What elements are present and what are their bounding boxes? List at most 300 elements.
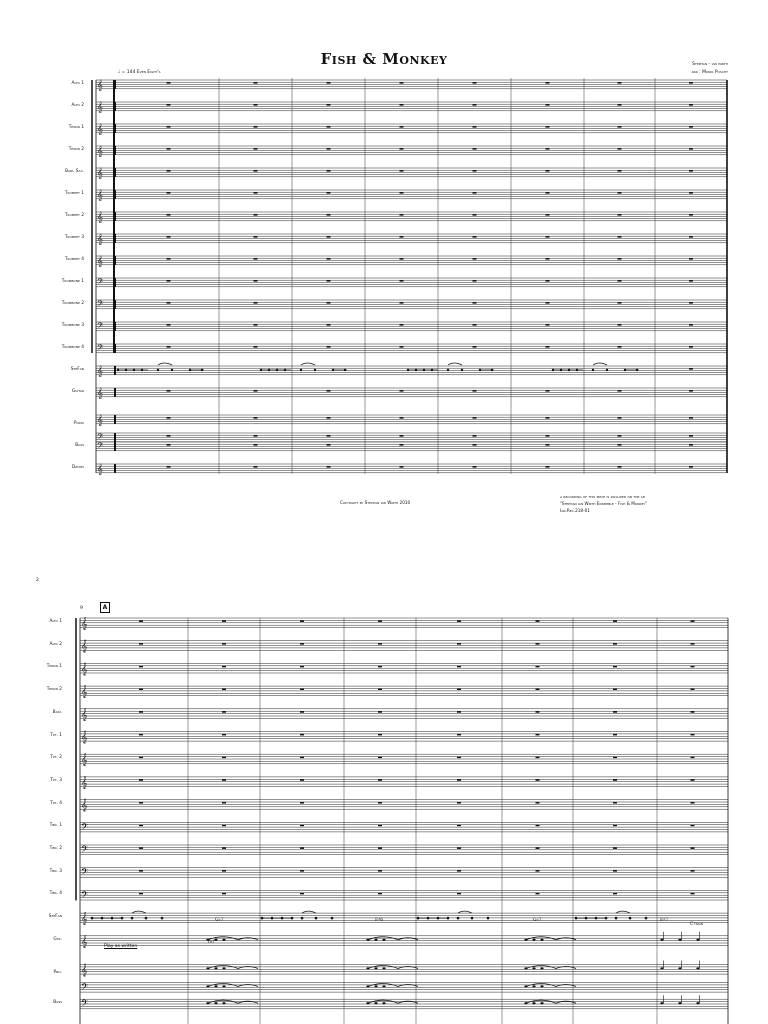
p1-rest: [689, 82, 693, 83]
p1-clef-icon: 𝄞: [97, 388, 103, 399]
p2-note: [111, 917, 114, 920]
p1-rest: [327, 236, 331, 237]
p2-rest: [378, 643, 382, 645]
p2-clef-icon: 𝄞: [81, 934, 88, 948]
p2-clef-icon: 𝄢: [81, 981, 89, 995]
p2-rest: [691, 734, 695, 736]
p1-rest: [400, 126, 404, 127]
p1-note: [189, 369, 191, 371]
p2-instrument-label: Tbn. 1: [49, 823, 62, 829]
p1-time-signature: [114, 464, 116, 473]
p2-rest: [139, 893, 143, 895]
p2-note: [315, 917, 318, 920]
p2-rest: [536, 689, 540, 691]
p1-instrument-label: Trombone 1: [61, 279, 84, 284]
p1-note: [576, 369, 578, 371]
p2-note: [222, 1002, 225, 1004]
p2-rest: [613, 802, 617, 804]
p1-instrument-label: SteFan: [70, 367, 84, 372]
p1-rest: [546, 170, 550, 171]
p2-note: [585, 917, 588, 920]
p1-rest: [254, 444, 258, 445]
p1-rest: [400, 236, 404, 237]
p1-rest: [689, 148, 693, 149]
p2-rest: [613, 825, 617, 827]
p2-rest: [222, 779, 226, 781]
p2-rest: [378, 847, 382, 849]
p1-rest: [400, 346, 404, 347]
p1-rest: [473, 126, 477, 127]
p2-rest: [300, 711, 304, 713]
p2-note: [532, 939, 535, 941]
p2-rest: [139, 666, 143, 668]
p1-note: [552, 369, 554, 371]
p1-note: [276, 369, 278, 371]
p2-rest: [139, 689, 143, 691]
p1-rest: [546, 104, 550, 105]
p2-note: [206, 985, 209, 987]
p1-clef-icon: 𝄞: [97, 168, 103, 179]
p1-rest: [254, 214, 258, 215]
p2-rest: [378, 620, 382, 622]
p2-note: [271, 917, 274, 920]
p1-clef-icon: 𝄞: [97, 256, 103, 267]
p1-rest: [400, 258, 404, 259]
p1-rest: [618, 390, 622, 391]
p2-rest: [139, 757, 143, 759]
p2-note: [382, 985, 385, 987]
p1-time-signature: [114, 388, 116, 397]
p2-note: [524, 1002, 527, 1004]
p1-melody-figure: [553, 363, 639, 370]
p1-rest: [400, 444, 404, 445]
p2-rest: [536, 870, 540, 872]
p2-note: [374, 985, 377, 987]
p2-rest: [457, 757, 461, 759]
p1-rest: [689, 126, 693, 127]
p1-note: [491, 369, 493, 371]
chord-symbol-1: G♭7: [215, 918, 224, 923]
p2-note: [696, 967, 699, 969]
p1-instrument-label: Trumpet 1: [64, 191, 84, 196]
p2-note: [678, 939, 681, 941]
p2-note: [540, 985, 543, 987]
p1-note: [201, 369, 203, 371]
p2-rest: [222, 734, 226, 736]
p2-instrument-label: Tpt. 3: [50, 777, 62, 783]
p2-note: [214, 1002, 217, 1004]
p2-rest: [139, 779, 143, 781]
p1-rest: [473, 148, 477, 149]
p2-rest: [613, 870, 617, 872]
p2-rest: [300, 666, 304, 668]
p2-rest: [139, 711, 143, 713]
p1-rest: [327, 324, 331, 325]
p2-note: [382, 967, 385, 969]
p2-rest: [691, 847, 695, 849]
recording-note-line2: "Stephan ian Wirth Ensemble - Fish & Monkey": [560, 501, 648, 506]
p1-instrument-label: Trombone 2: [61, 301, 84, 306]
p1-rest: [167, 466, 171, 467]
p2-rest: [222, 711, 226, 713]
p1-rest: [618, 82, 622, 83]
p2-clef-icon: 𝄞: [81, 707, 88, 721]
dynamic-marking: mf: [208, 940, 214, 945]
p1-rest: [167, 126, 171, 127]
p2-rest: [222, 870, 226, 872]
p2-melody-figure: [576, 911, 630, 918]
p2-note: [645, 917, 648, 920]
p1-rest: [167, 170, 171, 171]
p1-rest: [546, 346, 550, 347]
p1-note: [592, 369, 594, 371]
p2-rest: [139, 802, 143, 804]
p1-rest: [254, 302, 258, 303]
p1-clef-icon: 𝄢: [97, 300, 104, 311]
p2-rest: [536, 847, 540, 849]
p1-note: [606, 369, 608, 371]
p1-note: [141, 369, 143, 371]
p1-instrument-label: Bass: [75, 443, 84, 448]
p2-rest: [300, 802, 304, 804]
p1-rest: [618, 258, 622, 259]
p2-instrument-label: Tpt. 1: [50, 732, 62, 738]
p2-note: [487, 917, 490, 920]
p1-rest: [546, 444, 550, 445]
p1-clef-icon: 𝄞: [97, 464, 103, 475]
p1-rest: [473, 192, 477, 193]
p1-instrument-label: Trombone 3: [61, 323, 84, 328]
p1-instrument-label: Drums: [71, 465, 84, 470]
p2-rest: [378, 734, 382, 736]
p2-note: [214, 985, 217, 987]
p2-note: [161, 917, 164, 920]
p1-note: [479, 369, 481, 371]
p2-note: [374, 1002, 377, 1004]
p2-rest: [613, 757, 617, 759]
p1-rest: [473, 302, 477, 303]
p1-melody-figure: [261, 363, 347, 370]
p1-rest: [689, 435, 693, 436]
recording-note-line3: Ian.Rec.218-01: [560, 508, 590, 513]
p2-clef-icon: 𝄢: [81, 821, 89, 835]
p2-rest: [457, 825, 461, 827]
p1-rest: [473, 170, 477, 171]
p1-rest: [473, 444, 477, 445]
p2-rest: [691, 825, 695, 827]
p2-note: [101, 917, 104, 920]
p1-rest: [327, 214, 331, 215]
p1-rest: [473, 104, 477, 105]
p2-instrument-label: Tbn. 4: [49, 891, 62, 897]
p1-note: [461, 369, 463, 371]
p1-rest: [546, 466, 550, 467]
p2-clef-icon: 𝄢: [81, 998, 89, 1012]
p2-note: [374, 939, 377, 941]
p2-rest: [222, 643, 226, 645]
p1-rest: [327, 104, 331, 105]
p2-rest: [457, 802, 461, 804]
p2-note: [540, 967, 543, 969]
p1-note: [568, 369, 570, 371]
p1-clef-icon: 𝄢: [97, 278, 104, 289]
p2-instrument-label: Tenor 1: [46, 664, 62, 670]
arranger-credit: arr : Monik Poscht: [691, 70, 728, 75]
p1-clef-icon: 𝄢: [97, 433, 104, 444]
p1-rest: [254, 236, 258, 237]
p2-clef-icon: 𝄞: [81, 798, 88, 812]
p2-clef-icon: 𝄞: [81, 775, 88, 789]
p2-rest: [139, 620, 143, 622]
p1-rest: [546, 148, 550, 149]
p2-note: [427, 917, 430, 920]
p1-rest: [254, 82, 258, 83]
p2-note: [366, 939, 369, 941]
p1-clef-icon: 𝄞: [97, 102, 103, 113]
p2-rest: [457, 711, 461, 713]
p2-note: [660, 967, 663, 969]
p1-rest: [327, 444, 331, 445]
p2-note: [121, 917, 124, 920]
p2-instrument-label: Tpt. 4: [50, 800, 62, 806]
p1-start-repeat: [113, 80, 115, 353]
p2-rest: [139, 643, 143, 645]
p1-rest: [254, 324, 258, 325]
p2-note: [595, 917, 598, 920]
p1-rest: [473, 214, 477, 215]
p2-rest: [457, 779, 461, 781]
p1-rest: [400, 435, 404, 436]
p2-rest: [378, 779, 382, 781]
p2-rest: [457, 734, 461, 736]
p1-rest: [254, 148, 258, 149]
p2-rest: [613, 779, 617, 781]
p1-rest: [473, 82, 477, 83]
p1-note: [314, 369, 316, 371]
composer-credit: Stephan - ian wirth: [692, 62, 728, 67]
p2-rest: [691, 666, 695, 668]
p2-rest: [378, 689, 382, 691]
p1-rest: [400, 192, 404, 193]
p1-rest: [618, 104, 622, 105]
p1-rest: [473, 236, 477, 237]
p2-rest: [222, 689, 226, 691]
play-as-written-instruction: Play as written: [104, 944, 138, 949]
p2-note: [457, 917, 460, 920]
p1-melody-figure: [118, 363, 204, 370]
p1-rest: [400, 214, 404, 215]
p1-note: [415, 369, 417, 371]
p1-rest: [473, 346, 477, 347]
p2-rest: [457, 666, 461, 668]
p1-rest: [689, 236, 693, 237]
p2-note: [696, 939, 699, 941]
p2-note: [131, 917, 134, 920]
p1-rest: [618, 236, 622, 237]
p2-rest: [222, 666, 226, 668]
p1-rest: [167, 82, 171, 83]
p1-rest: [167, 444, 171, 445]
p2-clef-icon: 𝄞: [81, 963, 88, 977]
p2-note: [615, 917, 618, 920]
p1-rest: [546, 192, 550, 193]
p2-rest: [300, 757, 304, 759]
p2-rest: [613, 711, 617, 713]
p1-rest: [618, 435, 622, 436]
measure-number: 9: [80, 606, 83, 611]
p2-rest: [691, 620, 695, 622]
p1-instrument-label: Trumpet 4: [64, 257, 84, 262]
p2-rest: [457, 689, 461, 691]
p2-rest: [613, 734, 617, 736]
p1-rest: [254, 417, 258, 418]
p1-rest: [689, 258, 693, 259]
p1-note: [332, 369, 334, 371]
p1-clef-icon: 𝄢: [97, 344, 104, 355]
p2-rest: [691, 870, 695, 872]
p2-note: [532, 985, 535, 987]
p2-note: [206, 967, 209, 969]
p2-note: [660, 939, 663, 941]
p1-rest: [689, 346, 693, 347]
p2-note: [91, 917, 94, 920]
p1-rest: [618, 170, 622, 171]
p2-note: [524, 985, 527, 987]
p1-note: [560, 369, 562, 371]
p2-rest: [139, 825, 143, 827]
p2-rest: [222, 893, 226, 895]
p2-rest: [691, 643, 695, 645]
p1-rest: [327, 82, 331, 83]
p2-rest: [613, 893, 617, 895]
p1-rest: [473, 258, 477, 259]
p2-note: [660, 1002, 663, 1004]
p1-rest: [254, 258, 258, 259]
chord-symbol-4: F♯7: [660, 918, 669, 923]
p1-note: [407, 369, 409, 371]
p2-note: [696, 1002, 699, 1004]
p1-rest: [400, 148, 404, 149]
p2-rest: [536, 757, 540, 759]
p2-note: [366, 1002, 369, 1004]
p2-rest: [222, 757, 226, 759]
chord-symbol-3: G♭7: [533, 918, 542, 923]
p2-rest: [536, 666, 540, 668]
p2-rest: [222, 620, 226, 622]
p2-rest: [300, 847, 304, 849]
p1-clef-icon: 𝄞: [97, 190, 103, 201]
p1-rest: [618, 417, 622, 418]
p2-note: [366, 985, 369, 987]
p2-instrument-label: Alto 2: [49, 641, 62, 647]
p1-rest: [689, 214, 693, 215]
p1-clef-icon: 𝄞: [97, 146, 103, 157]
p1-rest: [254, 104, 258, 105]
p1-note: [125, 369, 127, 371]
p1-rest: [618, 214, 622, 215]
p1-note: [300, 369, 302, 371]
p1-instrument-label: Bari. Sax.: [65, 169, 84, 174]
p1-rest: [400, 466, 404, 467]
p2-note: [678, 967, 681, 969]
p2-rest: [691, 893, 695, 895]
p1-rest: [167, 148, 171, 149]
p2-rest: [691, 757, 695, 759]
p1-rest: [167, 435, 171, 436]
p2-note: [301, 917, 304, 920]
p1-melody-figure: [408, 363, 494, 370]
p2-instrument-label: Tbn. 2: [49, 846, 62, 851]
p2-rest: [691, 779, 695, 781]
p2-note: [145, 917, 148, 920]
p1-note: [624, 369, 626, 371]
p1-time-signature: [114, 442, 116, 451]
p1-rest: [546, 280, 550, 281]
p2-instrument-label: Bass: [53, 1000, 62, 1006]
p1-rest: [327, 302, 331, 303]
p2-melody-figure: [418, 911, 472, 918]
p2-note: [222, 985, 225, 987]
p1-rest: [400, 280, 404, 281]
p1-rest: [473, 435, 477, 436]
p1-rest: [254, 390, 258, 391]
p2-note: [214, 967, 217, 969]
p1-rest: [546, 302, 550, 303]
p2-note: [206, 1002, 209, 1004]
p2-rest: [536, 779, 540, 781]
recording-note-line1: a recording of this piece is included on the cd: [560, 494, 646, 499]
p2-rest: [457, 847, 461, 849]
p2-instrument-label: Tbn. 3: [49, 868, 62, 874]
p1-rest: [167, 104, 171, 105]
p1-rest: [327, 126, 331, 127]
p2-instrument-label: Pno.: [53, 969, 62, 975]
p2-note: [532, 1002, 535, 1004]
p1-rest: [327, 192, 331, 193]
p2-rest: [300, 893, 304, 895]
p2-clef-icon: 𝄢: [81, 889, 89, 903]
p2-rest: [139, 847, 143, 849]
p1-clef-icon: 𝄢: [97, 442, 104, 453]
p1-rest: [618, 302, 622, 303]
p1-rest: [618, 280, 622, 281]
p2-note: [524, 939, 527, 941]
p2-note: [532, 967, 535, 969]
p1-clef-icon: 𝄞: [97, 212, 103, 223]
p1-rest: [400, 390, 404, 391]
p1-rest: [167, 324, 171, 325]
p2-rest: [378, 711, 382, 713]
p1-rest: [689, 302, 693, 303]
p1-rest: [618, 444, 622, 445]
p2-instrument-label: SteFan: [48, 914, 62, 920]
p1-rest: [327, 170, 331, 171]
p2-rest: [613, 643, 617, 645]
p2-rest: [378, 825, 382, 827]
p2-note: [374, 967, 377, 969]
p2-clef-icon: 𝄢: [81, 844, 89, 857]
p1-note: [636, 369, 638, 371]
p1-rest: [689, 192, 693, 193]
p1-rest: [400, 324, 404, 325]
p1-clef-icon: 𝄞: [97, 124, 103, 135]
p1-time-signature: [114, 366, 116, 375]
p2-clef-icon: 𝄞: [81, 753, 88, 767]
p2-instrument-label: Gtr.: [53, 936, 62, 942]
p2-instrument-label: Tpt. 2: [50, 755, 62, 761]
p2-instrument-label: Bari.: [52, 709, 62, 715]
p1-instrument-label: Alto 1: [71, 81, 84, 86]
